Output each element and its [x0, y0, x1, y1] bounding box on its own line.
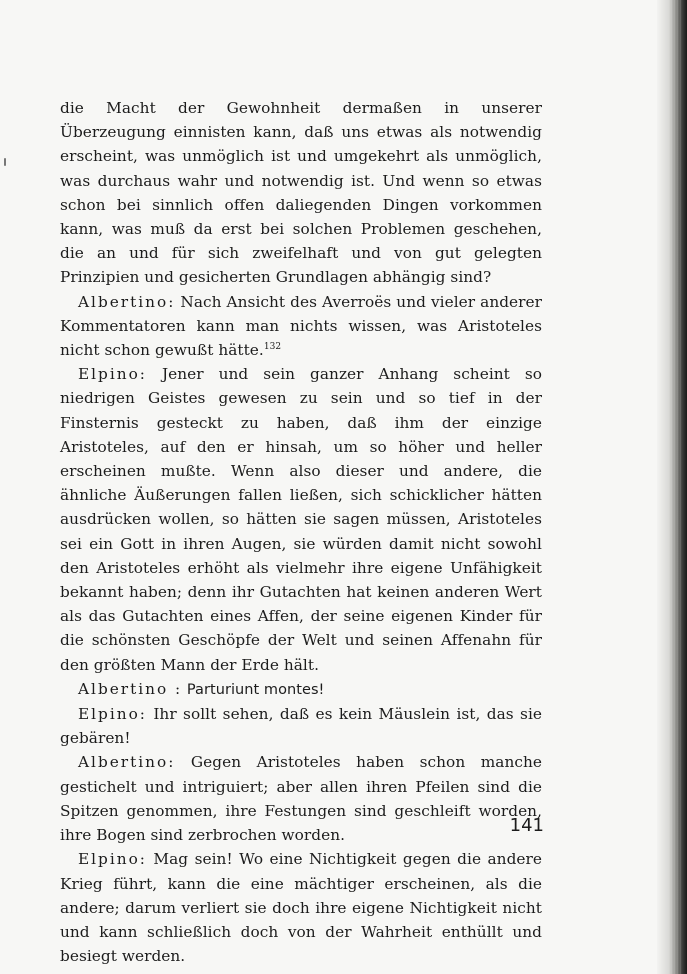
paragraph-text: Ihr sollt sehen, daß es kein Mäuslein ist, das sie gebären!	[60, 705, 542, 748]
paragraph-continuation	[60, 96, 542, 290]
paragraph-text: Nach Ansicht des Averroës und vieler anderer Kommentatoren kann man nichts wissen, was Aristoteles nicht schon gewußt hätte.	[60, 292, 542, 360]
paragraph-text: die Macht der Gewohnheit dermaßen in unserer Überzeugung einnisten kann, daß uns etwas als notwendig erscheint, was unmöglich ist und umgekehrt als unmöglich, was durchaus wahr und notwendig ist. Und wenn so etwas schon bei sinnlich offen daliegenden Dingen vorkommen kann, was muß da erst bei solchen Problemen geschehen, die an und für sich zweifelhaft und von gut gelegten Prinzipien und gesicherten Grundlagen abhängig sind?	[60, 99, 542, 287]
speaker-label: Elpino:	[78, 365, 147, 384]
paragraph-elpino-1	[60, 362, 542, 677]
paragraph-text: Parturiunt montes!	[182, 681, 325, 698]
page-number: 141	[509, 815, 544, 836]
paragraph-albertino-3	[60, 750, 542, 847]
body-text	[60, 96, 542, 968]
speaker-label: Albertino:	[78, 292, 176, 311]
paragraph-text: Jener und sein ganzer Anhang scheint so niedrigen Geistes gewesen zu sein und so tief in der Finsternis gesteckt zu haben, daß ihm der einzige Aristoteles, auf den er hinsah, um so höher und heller erscheinen mußte. Wenn also dieser und andere, die ähnliche Äußerungen fallen ließen, sich schicklicher hätten ausdrücken wollen, so hätten sie sagen müssen, Aristoteles sei ein Gott in ihren Augen, sie würden damit nicht sowohl den Aristoteles erhöht als vielmehr ihre eigene Unfähigkeit bekannt haben; denn ihr Gutachten hat keinen anderen Wert als das Gutachten eines Affen, der seine eigenen Kinder für die schönsten Geschöpfe der Welt und seinen Affenahn für den größten Mann der Erde hält.	[60, 365, 542, 674]
speaker-label: Albertino:	[78, 753, 176, 772]
page-edge-lines	[671, 0, 681, 974]
paragraph-text: Mag sein! Wo eine Nichtigkeit gegen die andere Krieg führt, kann die eine mächtiger erscheinen, als die andere; darum verliert sie doch ihre eigene Nichtigkeit nicht und kann schließlich doch von der Wahrheit enthüllt und besiegt werden.	[60, 850, 542, 966]
paragraph-albertino-2	[60, 677, 542, 702]
paragraph-elpino-2	[60, 702, 542, 750]
speaker-label: Elpino:	[78, 705, 147, 724]
speaker-label: Elpino:	[78, 850, 147, 869]
margin-speck	[4, 158, 6, 166]
speaker-label: Albertino :	[78, 679, 183, 698]
paragraph-elpino-3	[60, 847, 542, 968]
paragraph-text: Gegen Aristoteles haben schon manche gestichelt und intriguiert; aber allen ihren Pfeilen sind die Spitzen genommen, ihre Festungen sind geschleift worden, ihre Bogen sind zerbrochen worden.	[60, 753, 542, 845]
paragraph-albertino-1	[60, 290, 542, 363]
footnote-marker: 132	[263, 342, 282, 353]
